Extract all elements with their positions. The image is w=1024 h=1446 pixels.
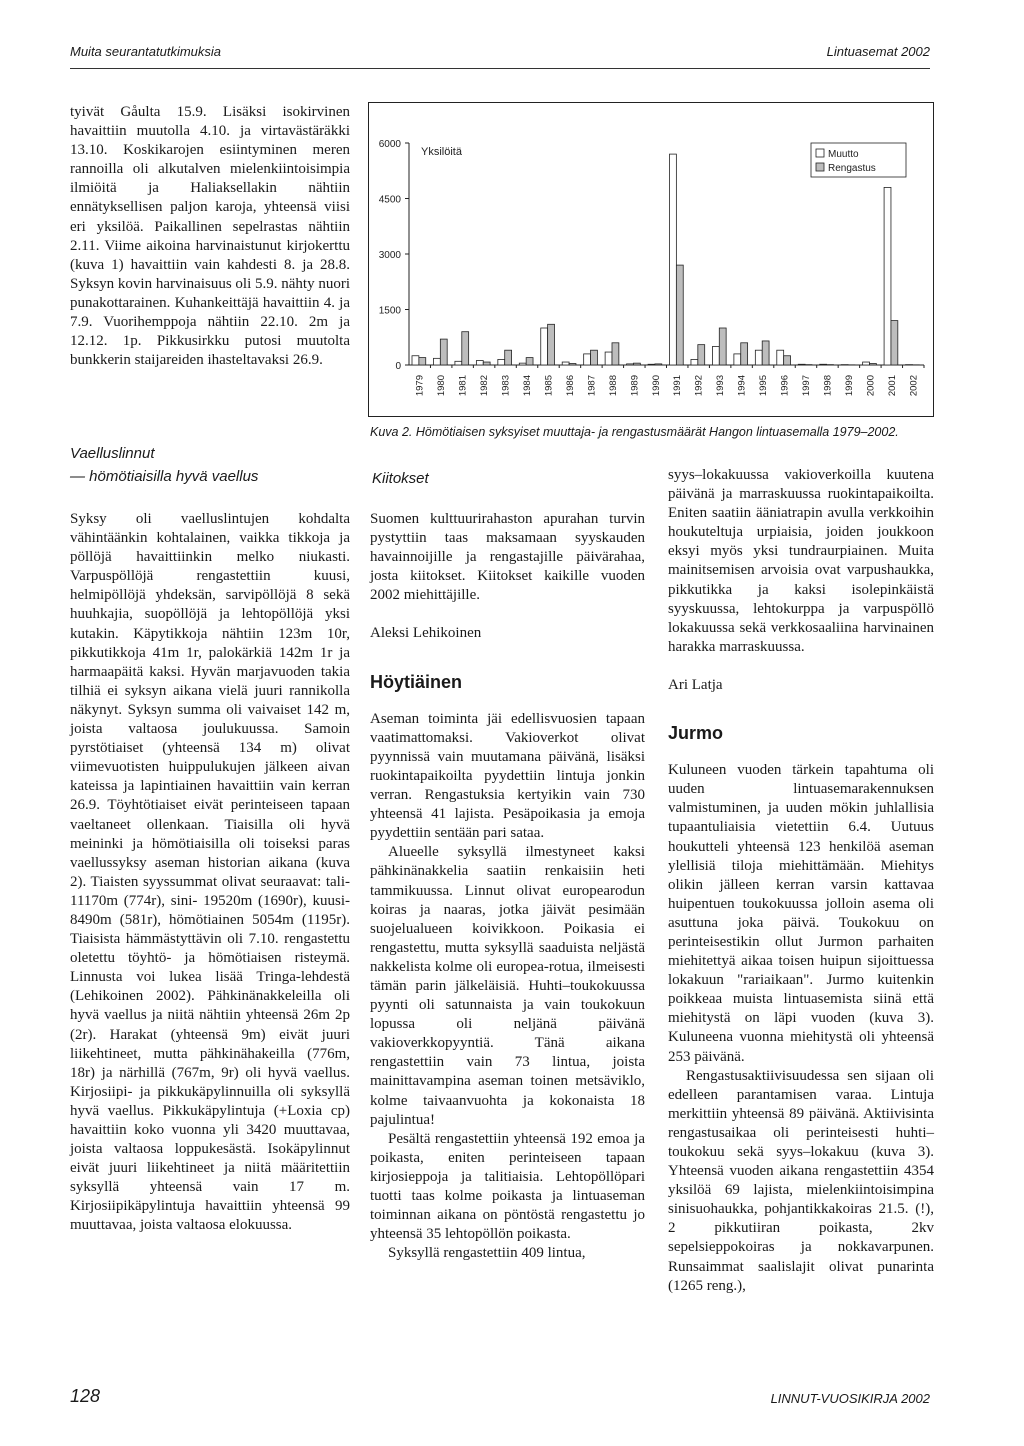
y-tick-label: 1500 bbox=[378, 305, 401, 317]
bar-muutto bbox=[863, 362, 870, 365]
legend-swatch bbox=[816, 163, 824, 171]
figure-chart bbox=[368, 102, 934, 417]
paragraph: Syksy oli vaelluslintujen kohdalta vähintäänkin kohtalainen, vaikka tikkoja ja pöllöjä havaittiinkin melko niukasti. Varpuspöllöjä rengastettiin kuusi, helmipöllöjä yhdeksän, sarvipöllöjä 8 sekä huuhkajia, suopöllöjä ja lehtopöllöjä yksi kutakin. Käpytikkoja nähtiin 123m 10r, pikkutikkoja 41m 1r, palokärkiä 142m 1r ja harmaapäitä kaksi. Hyvän marjavuoden takia tilhiä ei syksyn aikana vielä juuri rannikolla näkynyt. Syksyn summa oli vaivaiset 142 m, joista valtaosa joulukuussa. Samoin pyrstötiaiset (yhteensä 134 m) olivat viimevuotisten huippulukujen jälkeen aivan kateissa ja lapintiainen havaittiin vain kerran 26.9. Töyhtötiaiset eivät perinteiseen tapaan vaeltaneet ollenkaan. Tiaisilla oli hyvä meininki ja hömötiaisilla oli toiseksi paras vaellussyksy aseman historian aikana (kuva 2). Tiaisten syyssummat olivat seuraavat: tali- 11170m (774r), sini- 19520m (1690r), kuusi- 8490m (581r), hömötiainen 5054m (1195r). Tiaisista hämmästyttävin oli 7.10. rengastettu oletettu töyhtö- ja hömötiaisen risteymä. Linnusta voi lukea lisää Tringa-lehdestä (Lehikoinen 2002). Pähkinänakkeleilla oli hyvä vaellus ja niitä nähtiin yhteensä 26m 2p (2r). Harakat (yhteensä 9m) eivät juuri liikehtineet, mutta pähkinähakeilla (776m, 18r) ja närhillä (767m, 9r) oli hyvä vaellus. Kirjosiipi- ja pikkukäpylinnuilla oli syksyllä hyvä vaellus. Pikkukäpylintuja (+Loxia cp) havaittiin koko vuonna yli 3420 muuttavaa, joista valtaosa loppukesästä. Isokäpylinnut eivät juuri liikehtineet ja niitä määritettiin syksyllä yhteensä vain 17 m. Kirjosiipikäpylintuja havaittiin yhteensä 99 muuttavaa, joista valtaosa elokuussa. bbox=[70, 511, 350, 1234]
bar-muutto bbox=[519, 363, 526, 365]
bar-rengastus bbox=[741, 343, 748, 365]
bar-rengastus bbox=[526, 358, 533, 365]
header-rule bbox=[70, 68, 930, 69]
paragraph: Syksyllä rengastettiin 409 lintua, bbox=[388, 1245, 586, 1262]
x-tick-label: 1994 bbox=[736, 375, 748, 397]
bar-muutto bbox=[670, 154, 677, 365]
bar-muutto bbox=[627, 364, 634, 365]
bar-rengastus bbox=[719, 328, 726, 365]
x-tick-label: 2001 bbox=[886, 375, 898, 397]
figure-caption: Kuva 2. Hömötiaisen syksyiset muuttaja- ja rengastusmäärät Hangon lintuasemalla 1979–2002. bbox=[370, 425, 899, 439]
column-2 bbox=[370, 510, 645, 1263]
author-signature: Ari Latja bbox=[668, 676, 723, 693]
paragraph: Aseman toiminta jäi edellisvuosien tapaan vaatimattomaksi. Vakioverkot olivat pyynnissä vain muutamana päivänä, lisäksi ruokintapaikoilta pyydettiin lintuja jonkin verran. Rengastuksia kertyikin vain 730 yhteensä 41 lajista. Pesäpoikasia ja emoja pyydettiin sentään pari sataa. bbox=[370, 710, 645, 842]
x-tick-label: 1990 bbox=[650, 375, 662, 397]
page-number: 128 bbox=[70, 1386, 101, 1406]
bar-rengastus bbox=[505, 350, 512, 365]
x-tick-label: 2002 bbox=[908, 375, 920, 397]
y-tick-label: 4500 bbox=[378, 194, 401, 206]
bar-rengastus bbox=[698, 345, 705, 365]
bar-muutto bbox=[584, 354, 591, 365]
bar-muutto bbox=[498, 359, 505, 365]
bar-chart bbox=[369, 103, 933, 416]
bar-rengastus bbox=[891, 321, 898, 365]
legend-label: Muutto bbox=[828, 149, 859, 160]
bar-muutto bbox=[433, 358, 440, 365]
bar-muutto bbox=[476, 361, 483, 365]
x-tick-label: 1995 bbox=[758, 375, 770, 397]
x-tick-label: 1996 bbox=[779, 375, 791, 397]
bar-muutto bbox=[712, 347, 719, 366]
bar-muutto bbox=[755, 350, 762, 365]
bar-muutto bbox=[798, 364, 805, 365]
bar-rengastus bbox=[784, 356, 791, 365]
running-header-left: Muita seurantatutkimuksia bbox=[70, 44, 222, 59]
paragraph: Rengastusaktiivisuudessa sen sijaan oli edelleen parantamisen varaa. Lintuja merkittiin yhteensä 89 päivänä. Aktiivisinta rengastusaikaa oli perinteisesti huhti–toukokuu sekä syys–lokakuu (kuva 3). Yhteensä vuoden aikana rengastettiin 4354 yksilöä 69 lajista, mielenkiintoisimpina sinisuohaukka, pohjantikkakoiras 21.5. (!), 2 pikkutiiran poikasta, 2kv sepelsieppokoiras ja nokkavarpunen. Runsaimmat saalislajit olivat punarinta (1265 reng.), bbox=[668, 1067, 934, 1294]
running-header-right: Lintuasemat 2002 bbox=[826, 44, 930, 59]
bar-muutto bbox=[734, 354, 741, 365]
bar-rengastus bbox=[869, 364, 876, 365]
bar-muutto bbox=[648, 364, 655, 365]
x-tick-label: 1981 bbox=[457, 375, 469, 397]
column-1-top bbox=[70, 103, 350, 370]
x-tick-label: 1998 bbox=[822, 375, 834, 397]
x-tick-label: 1997 bbox=[800, 375, 812, 397]
x-tick-label: 1989 bbox=[629, 375, 641, 397]
journal-name: LINNUT-VUOSIKIRJA 2002 bbox=[770, 1391, 930, 1406]
y-tick-label: 3000 bbox=[378, 250, 401, 261]
bar-muutto bbox=[541, 328, 548, 365]
x-tick-label: 1991 bbox=[672, 375, 684, 397]
paragraph: Alueelle syksyllä ilmestyneet kaksi pähkinänakkelia saatiin renkaisiin heti tammikuussa. Linnut olivat europearodun koiras ja naaras, jotka jäivät pesimään suojelualueen koivikkoon. Poikasia ei rengastettu, mutta syksyllä saaduista neljästä nakkelista kolme oli europea-rotua, ilmeisesti tämän parin jälkeläisiä. Huhti–toukokuussa pyynti oli satunnaista ja vain toukokuun lopussa oli neljänä päivänä vakioverkkopyyntiä. Tänä aikana rengastettiin vain 73 lintua, joista mainittavampina aseman toinen metsäviklo, kolme taivaanvuohta ja kokonaista 18 pajulintua! bbox=[370, 844, 645, 1128]
bar-rengastus bbox=[569, 364, 576, 365]
bar-muutto bbox=[412, 356, 419, 365]
x-tick-label: 1993 bbox=[715, 375, 727, 397]
y-tick-label: 0 bbox=[395, 361, 401, 372]
x-tick-label: 1979 bbox=[414, 375, 426, 397]
section-title-jurmo: Jurmo bbox=[668, 723, 724, 744]
paragraph: syys–lokakuussa vakioverkoilla kuutena päivänä ja marraskuussa ruokintapaikoilta. Eniten saatiin ääniatrapin avulla verkkoihin houkuteltuja urpiaisia, joiden joukkoon eksyi myös yksi tundraurpiainen. Muita mainitsemisen arvoisia ovat varpushaukka, pikkutikka ja kaksi isolepinkäistä syyskuussa, lehtokurppa ja varpuspöllö lokakuussa sekä verkkosaaliina harvinainen harakka marraskuussa. bbox=[668, 467, 934, 655]
bar-rengastus bbox=[612, 343, 619, 365]
x-tick-label: 1999 bbox=[843, 375, 855, 397]
bar-rengastus bbox=[633, 363, 640, 365]
x-tick-label: 2000 bbox=[865, 374, 877, 397]
paragraph: Suomen kulttuurirahaston apurahan turvin pystyttiin taas maksamaan syyskauden havainnoijille ja rengastajille päivärahaa, josta kiitokset. Kiitokset kaikille vuoden 2002 miehittäjille. bbox=[370, 511, 645, 604]
bar-muutto bbox=[455, 361, 462, 365]
x-tick-label: 1982 bbox=[479, 375, 491, 397]
bar-muutto bbox=[605, 352, 612, 365]
paragraph: Kuluneen vuoden tärkein tapahtuma oli uuden lintuasemarakennuksen valmistuminen, ja uuden mökin juhlallisia tupaantuliaisia vietettiin 6.4. Uutuus houkutteli yhteensä 123 henkilöä aseman ylellisiä tiloja miehittämään. Miehitys olikin jälleen kerran varsin kattavaa huipentuen toukokuussa jolloin asema oli asuttuna joka päivä. Toukokuu on perinteisestikin ollut Jurmon parhaiten miehitettyä aikaa toisen huipun sijoittuessa lokakuun "rariaikaan". Jurmo kuitenkin poikkeaa muista lintuasemista siinä että miehitystä on läpi vuoden (kuva 3). Kuluneena vuonna miehitystä oli yhteensä 253 päivänä. bbox=[668, 762, 934, 1065]
x-tick-label: 1984 bbox=[522, 375, 534, 397]
x-tick-label: 1980 bbox=[436, 375, 448, 397]
section-title-hoytiainen: Höytiäinen bbox=[370, 671, 463, 692]
section-subtitle: — hömötiaisilla hyvä vaellus bbox=[70, 468, 259, 485]
x-tick-label: 1992 bbox=[693, 375, 705, 397]
paragraph: tyivät Gåulta 15.9. Lisäksi isokirvinen havaittiin muutolla 4.10. ja virtavästäräkki 13.10. Koskikarojen esiintyminen meren rannoilla oli alkutalven mielenkiintoisimpia ilmiöitä ja Haliaksellakin nähtiin ennätyksellisen paljon karoja, yhteensä viisi eri yksilöä. Paikallinen sepelrastas nähtiin 2.11. Viime aikoina harvinaistunut kirjokerttu (kuva 1) havaittiin vain kahdesti 8. ja 28.8. Syksyn kovin harvinaisuus oli 5.9. nähty nuori punakottarainen. Kuhankeittäjä havaittiin 4. ja 7.9. Vuorihemppoja nähtiin 22.10. 2m ja 12.12. 1p. Pikkusirkku putosi muutolta bunkkerin staijareiden ihasteltavaksi 26.9. bbox=[70, 104, 350, 369]
legend-swatch bbox=[816, 149, 824, 157]
bar-rengastus bbox=[483, 362, 490, 365]
x-tick-label: 1986 bbox=[564, 375, 576, 397]
bar-rengastus bbox=[762, 341, 769, 365]
bar-rengastus bbox=[462, 332, 469, 365]
section-title-vaelluslinnut: Vaelluslinnut bbox=[70, 445, 155, 462]
section-title-kiitokset: Kiitokset bbox=[372, 470, 429, 487]
bar-muutto bbox=[820, 364, 827, 365]
x-tick-label: 1983 bbox=[500, 375, 512, 397]
bar-rengastus bbox=[655, 364, 662, 365]
bar-rengastus bbox=[548, 324, 555, 365]
bar-muutto bbox=[691, 359, 698, 365]
x-tick-label: 1987 bbox=[586, 375, 598, 397]
column-3 bbox=[668, 466, 934, 1296]
bar-rengastus bbox=[591, 350, 598, 365]
bar-rengastus bbox=[419, 358, 426, 365]
paragraph: Pesältä rengastettiin yhteensä 192 emoa ja poikasta, eniten perinteiseen tapaan kirjosieppoja ja talitiaisia. Lehtopöllöpari tuotti taas kolme poikasta ja lintuaseman toiminnan aikana on pöntöstä rengastettu jo yhteensä 35 lehtopöllön poikasta. bbox=[370, 1130, 645, 1243]
chart-title: Yksilöitä bbox=[421, 146, 462, 158]
bar-rengastus bbox=[676, 265, 683, 365]
y-tick-label: 6000 bbox=[378, 139, 401, 150]
bar-muutto bbox=[562, 362, 569, 365]
x-tick-label: 1988 bbox=[607, 375, 619, 397]
legend-label: Rengastus bbox=[828, 163, 876, 174]
bar-rengastus bbox=[440, 339, 447, 365]
bar-muutto bbox=[884, 187, 891, 365]
bar-muutto bbox=[777, 350, 784, 365]
author-signature: Aleksi Lehikoinen bbox=[370, 625, 482, 642]
column-1-vaellus bbox=[70, 510, 350, 1236]
x-tick-label: 1985 bbox=[543, 375, 555, 397]
